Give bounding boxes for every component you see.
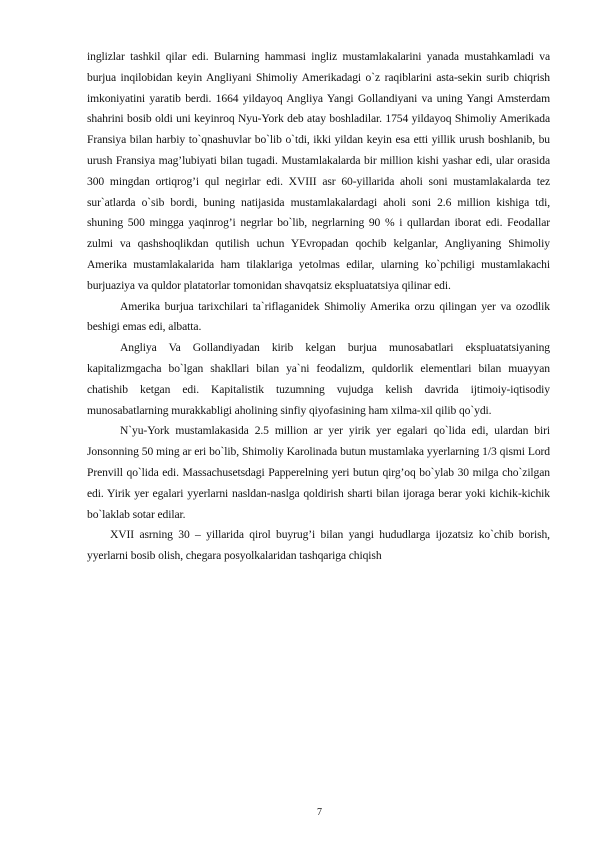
paragraph-new-york-landowners: N`yu-York mustamlakasida 2.5 million ar yer yirik yer egalari qo`lida edi, ulardan biri Jonsonning 50 ming ar eri bo`lib, Shimoliy Karolinada butun mustamlaka yyerlarning 1/3 qismi Lord Prenvill qo`lida edi. Massachusetsdagi Papperelning yeri butun qirg’oq bo`ylab 30 milga cho`zilgan edi. Yirik yer egalari yyerlarni nasldan-naslga qoldirish sharti bilan ijoraga berar yoki kichik-kichik bo`laklab sotar edilar.: [87, 424, 550, 521]
paragraph-english-colonies: inglizlar tashkil qilar edi. Bularning hammasi ingliz mustamlakalarini yanada mustahkamladi va burjua inqilobidan keyin Angliyani Shimoliy Amerikadagi o`z raqiblarini asta-sekin surib chiqrish imkoniyatini yaratib berdi. 1664 yildayoq Angliya Yangi Gollandiyani va uning Yangi Amsterdam shahrini bosib oldi uni keyinroq Nyu-York deb atay boshladilar. 1754 yildayoq Shimoliy Amerikada Fransiya bilan harbiy to`qnashuvlar bo`lib o`tdi, ikki yildan keyin esa etti yillik urush boshlanib, bu urush Fransiya mag’lubiyati bilan tugadi. Mustamlakalarda bir million kishi yashar edi, ular orasida 300 mingdan ortiqrog’i qul negirlar edi. XVIII asr 60-yillarida aholi soni mustamlakalarda tez sur`atlarda o`sib bordi, buning natijasida mustamlakalardagi aholi soni 2.6 million kishiga tdi, shuning 500 mingga yaqinrog’i negrlar bo`lib, negrlarning 90 % i qullardan iborat edi. Feodallar zulmi va qashshoqlikdan qutilish uchun YEvropadan qochib kelganlar, Angliyaning Shimoliy Amerika mustamlakalarida ham tilaklariga yetolmas edilar, ularning ko`pchiligi mustamlakachi burjuaziya va quldor platatorlar tomonidan shavqatsiz ekspluatatsiya qilinar edi.: [87, 50, 550, 292]
page-number: [0, 807, 595, 818]
paragraph-american-historians: Amerika burjua tarixchilari ta`riflaganidek Shimoliy Amerika orzu qilingan yer va ozodlik beshigi emas edi, albatta.: [87, 299, 550, 334]
document-page: [87, 47, 550, 567]
page-number-label: 7: [317, 807, 322, 818]
paragraph-royal-decree: XVII asrning 30 – yillarida qirol buyrug’i bilan yangi hududlarga ijozatsiz ko`chib borish, yyerlarni bosib olish, chegara posyolkalaridan tashqariga chiqish: [87, 528, 550, 563]
paragraph-bourgeois-relations: Angliya Va Gollandiyadan kirib kelgan burjua munosabatlari ekspluatatsiyaning kapitalizmgacha bo`lgan shakllari bilan ya`ni feodalizm, quldorlik elementlari bilan muayyan chatishib ketgan edi. Kapitalistik tuzumning vujudga kelish davrida ijtimoiy-iqtisodiy munosabatlarning murakkabligi aholining sinfiy qiyofasining ham xilma-xil qilib qo`ydi.: [87, 341, 550, 417]
